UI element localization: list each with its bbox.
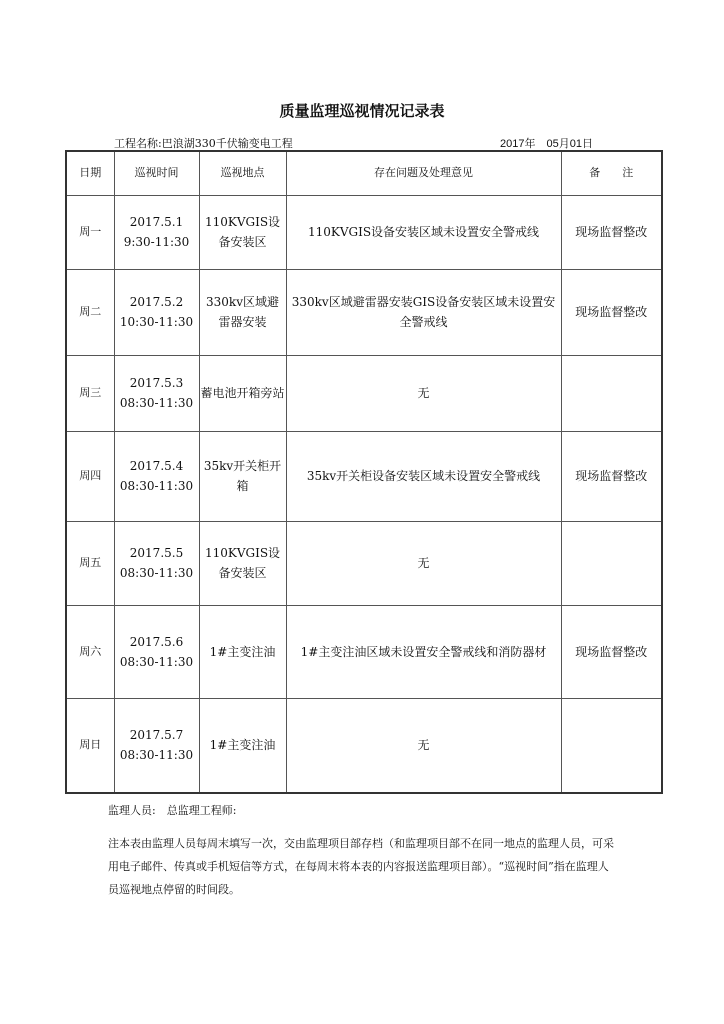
table-row (66, 195, 662, 269)
issue-cell (286, 698, 561, 793)
table-row (66, 269, 662, 355)
issue-text: 35kv开关柜设备安装区域未设置安全警戒线 (306, 469, 541, 483)
project-name: 工程名称:巴浪湖330千伏输变电工程 (114, 137, 293, 150)
day-text: 周六 (79, 644, 102, 658)
time-text: 9:30-11:30 (123, 235, 190, 249)
date-text: 2017.5.6 (129, 634, 184, 649)
issue-cell (286, 605, 561, 698)
remark-cell (561, 698, 662, 793)
place-text: 35kv开关柜开箱 (203, 459, 282, 493)
header-cell: 存在问题及处理意见 (286, 151, 561, 195)
issue-text: 1#主变注油区域未设置安全警戒线和消防器材 (300, 644, 547, 659)
issue-text: 无 (417, 738, 430, 753)
time-cell (114, 698, 199, 793)
issue-text: 330kv区域避雷器安装GIS设备安装区域未设置安全警戒线 (291, 295, 556, 329)
place-text: 110KVGIS设备安装区 (204, 546, 281, 580)
place-text: 1#主变注油 (209, 644, 276, 659)
remark-text: 现场监督整改 (575, 644, 648, 659)
time-cell (114, 431, 199, 521)
place-cell (199, 431, 286, 521)
issue-text: 无 (417, 556, 430, 570)
table-row (66, 698, 662, 793)
time-text: 08:30-11:30 (119, 566, 194, 580)
footnote: 注本表由监理人员每周末填写一次，交由监理项目部存档（和监理项目部不在同一地点的监理人员，可采用电子邮件、传真或手机短信等方式，在每周末将本表的内容报送监理项目部）。“巡视时间”指在监理人员巡视地点停留的时间段。 (108, 837, 614, 896)
issue-cell (286, 521, 561, 605)
remark-text: 现场监督整改 (575, 305, 648, 319)
day-text: 周二 (79, 305, 102, 318)
page-title: 质量监理巡视情况记录表 (279, 102, 445, 120)
day-text: 周日 (79, 738, 102, 752)
place-cell (199, 698, 286, 793)
header-cell: 日期 (66, 151, 114, 195)
header-cell: 巡视时间 (114, 151, 199, 195)
day-cell (66, 431, 114, 521)
time-cell (114, 605, 199, 698)
place-cell (199, 195, 286, 269)
issue-cell (286, 195, 561, 269)
signature-line: 监理人员: 总监理工程师: (108, 804, 237, 817)
place-cell (199, 521, 286, 605)
remark-cell (561, 521, 662, 605)
time-text: 08:30-11:30 (119, 479, 194, 493)
date-text: 2017.5.2 (129, 295, 184, 309)
issue-cell (286, 355, 561, 431)
record-date: 2017年 05月01日 (500, 138, 593, 150)
inspection-table (65, 150, 663, 794)
place-text: 110KVGIS设备安装区 (204, 215, 281, 249)
table-header (66, 151, 662, 195)
time-text: 08:30-11:30 (119, 748, 194, 763)
day-cell (66, 355, 114, 431)
day-text: 周三 (79, 386, 102, 399)
day-cell (66, 698, 114, 793)
day-cell (66, 521, 114, 605)
time-text: 08:30-11:30 (119, 396, 194, 410)
remark-cell (561, 605, 662, 698)
time-cell (114, 195, 199, 269)
remark-cell (561, 431, 662, 521)
place-text: 蓄电池开箱旁站 (200, 386, 285, 400)
issue-text: 110KVGIS设备安装区域未设置安全警戒线 (307, 225, 540, 239)
date-text: 2017.5.7 (129, 728, 184, 743)
issue-cell (286, 431, 561, 521)
day-cell (66, 269, 114, 355)
table-row (66, 605, 662, 698)
place-text: 330kv区域避雷器安装 (206, 295, 279, 329)
issue-cell (286, 269, 561, 355)
table-row (66, 355, 662, 431)
time-text: 10:30-11:30 (119, 315, 194, 329)
issue-text: 无 (417, 386, 430, 400)
time-cell (114, 521, 199, 605)
table-row (66, 521, 662, 605)
date-text: 2017.5.5 (129, 546, 184, 560)
time-cell (114, 355, 199, 431)
date-text: 2017.5.4 (129, 459, 184, 473)
remark-text: 现场监督整改 (575, 469, 648, 483)
time-text: 08:30-11:30 (119, 654, 194, 669)
time-cell (114, 269, 199, 355)
place-cell (199, 355, 286, 431)
day-text: 周一 (79, 225, 102, 238)
day-cell (66, 605, 114, 698)
remark-text: 现场监督整改 (575, 225, 648, 239)
day-cell (66, 195, 114, 269)
remark-cell (561, 195, 662, 269)
date-text: 2017.5.3 (129, 376, 184, 390)
remark-cell (561, 269, 662, 355)
place-cell (199, 269, 286, 355)
header-cell: 巡视地点 (199, 151, 286, 195)
remark-cell (561, 355, 662, 431)
place-cell (199, 605, 286, 698)
day-text: 周五 (79, 556, 102, 569)
place-text: 1#主变注油 (209, 738, 276, 753)
table-row (66, 431, 662, 521)
header-cell: 备 注 (561, 151, 662, 195)
date-text: 2017.5.1 (129, 215, 184, 229)
day-text: 周四 (79, 469, 102, 482)
